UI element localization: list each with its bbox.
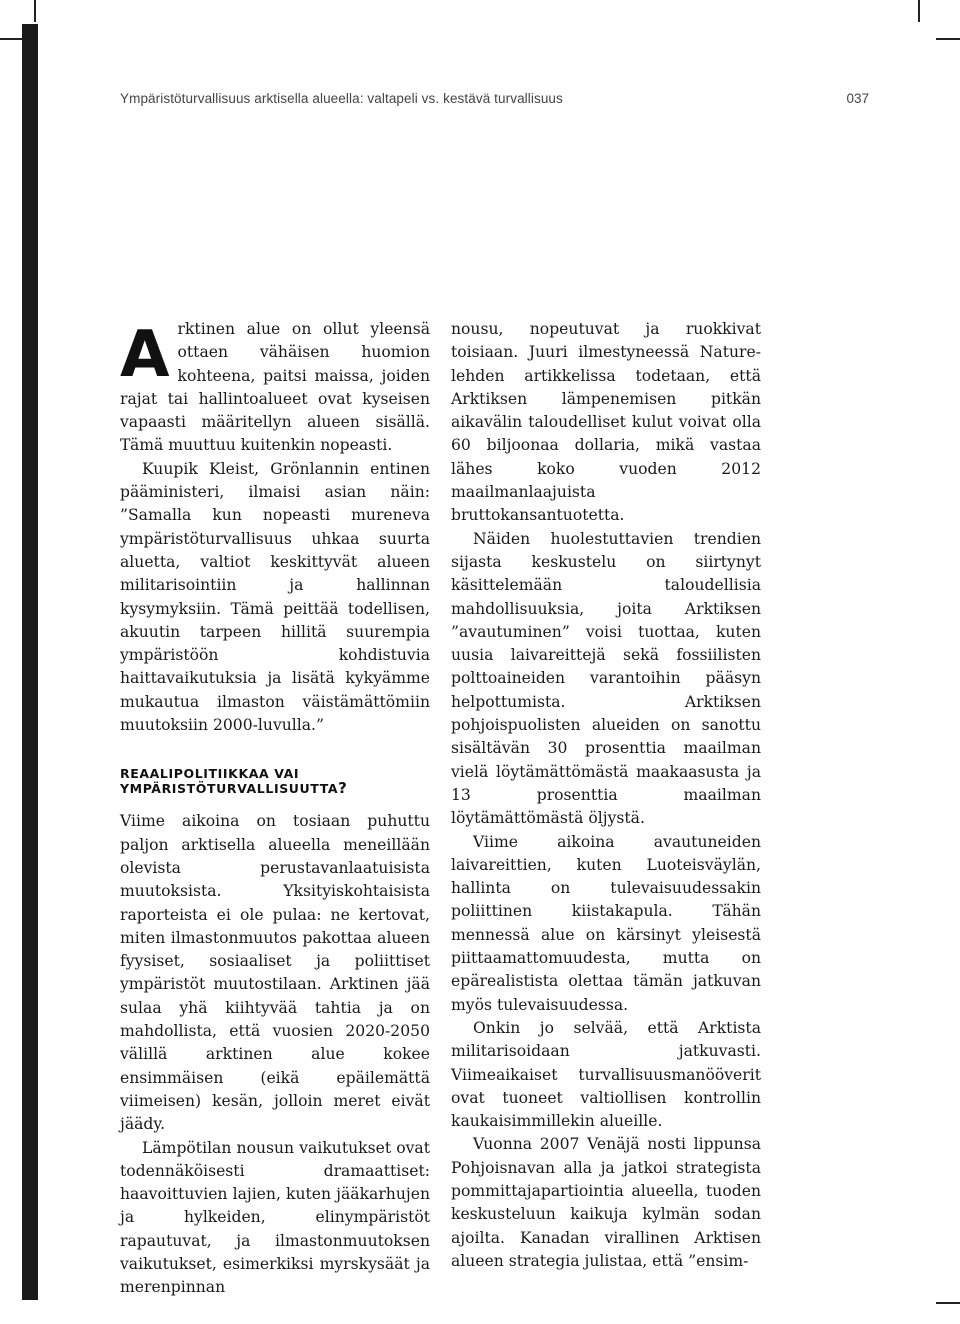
crop-mark-bottom-right bbox=[936, 1302, 960, 1304]
left-column bbox=[120, 318, 430, 1300]
drop-cap: A bbox=[120, 318, 170, 392]
running-title: Ympäristöturvallisuus arktisella alueella: valtapeli vs. kestävä turvallisuus bbox=[120, 91, 563, 106]
crop-mark-top-right bbox=[918, 0, 920, 22]
paragraph: Vuonna 2007 Venäjä nosti lippunsa Pohjoisnavan alla ja jatkoi strategista pommittajapartiointia alueella, tuoden keskusteluun kaikuja kylmän sodan ajoilta. Kanadan virallinen Arktisen alueen strategia julistaa, että ”ensim- bbox=[451, 1135, 761, 1270]
right-column bbox=[451, 318, 761, 1273]
subheading-text: REAALIPOLITIIKKAA VAI YMPÄRISTÖTURVALLISUUTTA bbox=[120, 766, 339, 797]
paragraph: Näiden huolestuttavien trendien sijasta keskustelu on siirtynyt käsittelemään taloudellisia mahdollisuuksia, joita Arktiksen ”avautuminen” voisi tuottaa, kuten uusia laivareittejä sekä fossiilisten polttoaineiden varantoihin pääsyn helpottumista. Arktiksen pohjoispuolisten alueiden on sanottu sisältävän 30 prosenttia maailman vielä löytämättömästä maakaasusta ja 13 prosenttia maailman löytämättömästä öljystä. bbox=[451, 529, 761, 828]
crop-mark-top-right-h bbox=[936, 38, 960, 40]
paragraph: Viime aikoina avautuneiden laivareittien, kuten Luoteisväylän, hallinta on tulevaisuudessakin poliittinen kiistakapula. Tähän mennessä alue on kärsinyt yleisestä piittaamattomuudesta, mutta on epärealistista olettaa tämän jatkuvan myös tulevaisuudessa. bbox=[451, 832, 761, 1014]
paragraph: nousu, nopeutuvat ja ruokkivat toisiaan. Juuri ilmestyneessä Nature-lehden artikkelissa todetaan, että Arktiksen lämpenemisen pitkän aikavälin taloudelliset kulut voivat olla 60 biljoonaa dollaria, mikä vastaa lähes koko vuoden 2012 maailmanlaajuista bruttokansantuotetta. bbox=[451, 320, 761, 525]
paragraph: Lämpötilan nousun vaikutukset ovat todennäköisesti dramaattiset: haavoittuvien lajien, kuten jääkarhujen ja hylkeiden, elinympäristöt rapautuvat, ja ilmastonmuutoksen vaikutukset, esimerkiksi myrskysäät ja merenpinnan bbox=[120, 1138, 430, 1297]
page-number: 037 bbox=[846, 91, 869, 106]
paragraph: Onkin jo selvää, että Arktista militarisoidaan jatkuvasti. Viimeaikaiset turvallisuusmanööverit ovat tuoneet valtiollisen kontrollin kaukaisimmillekin alueille. bbox=[451, 1018, 761, 1131]
lead-text: rktinen alue on ollut yleensä ottaen vähäisen huomion kohteena, paitsi maissa, joiden rajat tai hallintoalueet ovat kyseisen vapaasti määritellyn alueen sisällä. Tämä muuttuu kuitenkin nopeasti. bbox=[120, 320, 430, 455]
lead-paragraph bbox=[120, 318, 430, 458]
subheading bbox=[120, 767, 430, 796]
binding-spine bbox=[22, 24, 38, 1300]
crop-mark-top-left bbox=[34, 0, 36, 22]
crop-mark-top-left-h bbox=[0, 38, 22, 40]
paragraph: Viime aikoina on tosiaan puhuttu paljon arktisella alueella meneillään olevista perustavanlaatuisista muutoksista. Yksityiskohtaisista raporteista ei ole pulaa: ne kertovat, miten ilmastonmuutos pakottaa alueen fyysiset, sosiaaliset ja poliittiset ympäristöt muutostilaan. Arktinen jää sulaa yhä kiihtyvää tahtia ja on mahdollista, että vuosien 2020-2050 välillä arktinen alue kokee ensimmäisen (eikä epäilemättä viimeisen) kesän, jolloin meret eivät jäädy. bbox=[120, 812, 430, 1134]
paragraph: Kuupik Kleist, Grönlannin entinen pääministeri, ilmaisi asian näin: ”Samalla kun nopeasti mureneva ympäristöturvallisuus uhkaa suurta aluetta, valtiot keskittyvät alueen militarisointiin ja hallinnan kysymyksiin. Tämä peittää todellisen, akuutin tarpeen hillitä suurempia ympäristöön kohdistuvia haittavaikutuksia ja lisätä kykyämme mukautua ilmaston väistämättömiin muutoksiin 2000-luvulla.” bbox=[120, 459, 430, 735]
subheading-question-mark: ? bbox=[338, 779, 348, 798]
